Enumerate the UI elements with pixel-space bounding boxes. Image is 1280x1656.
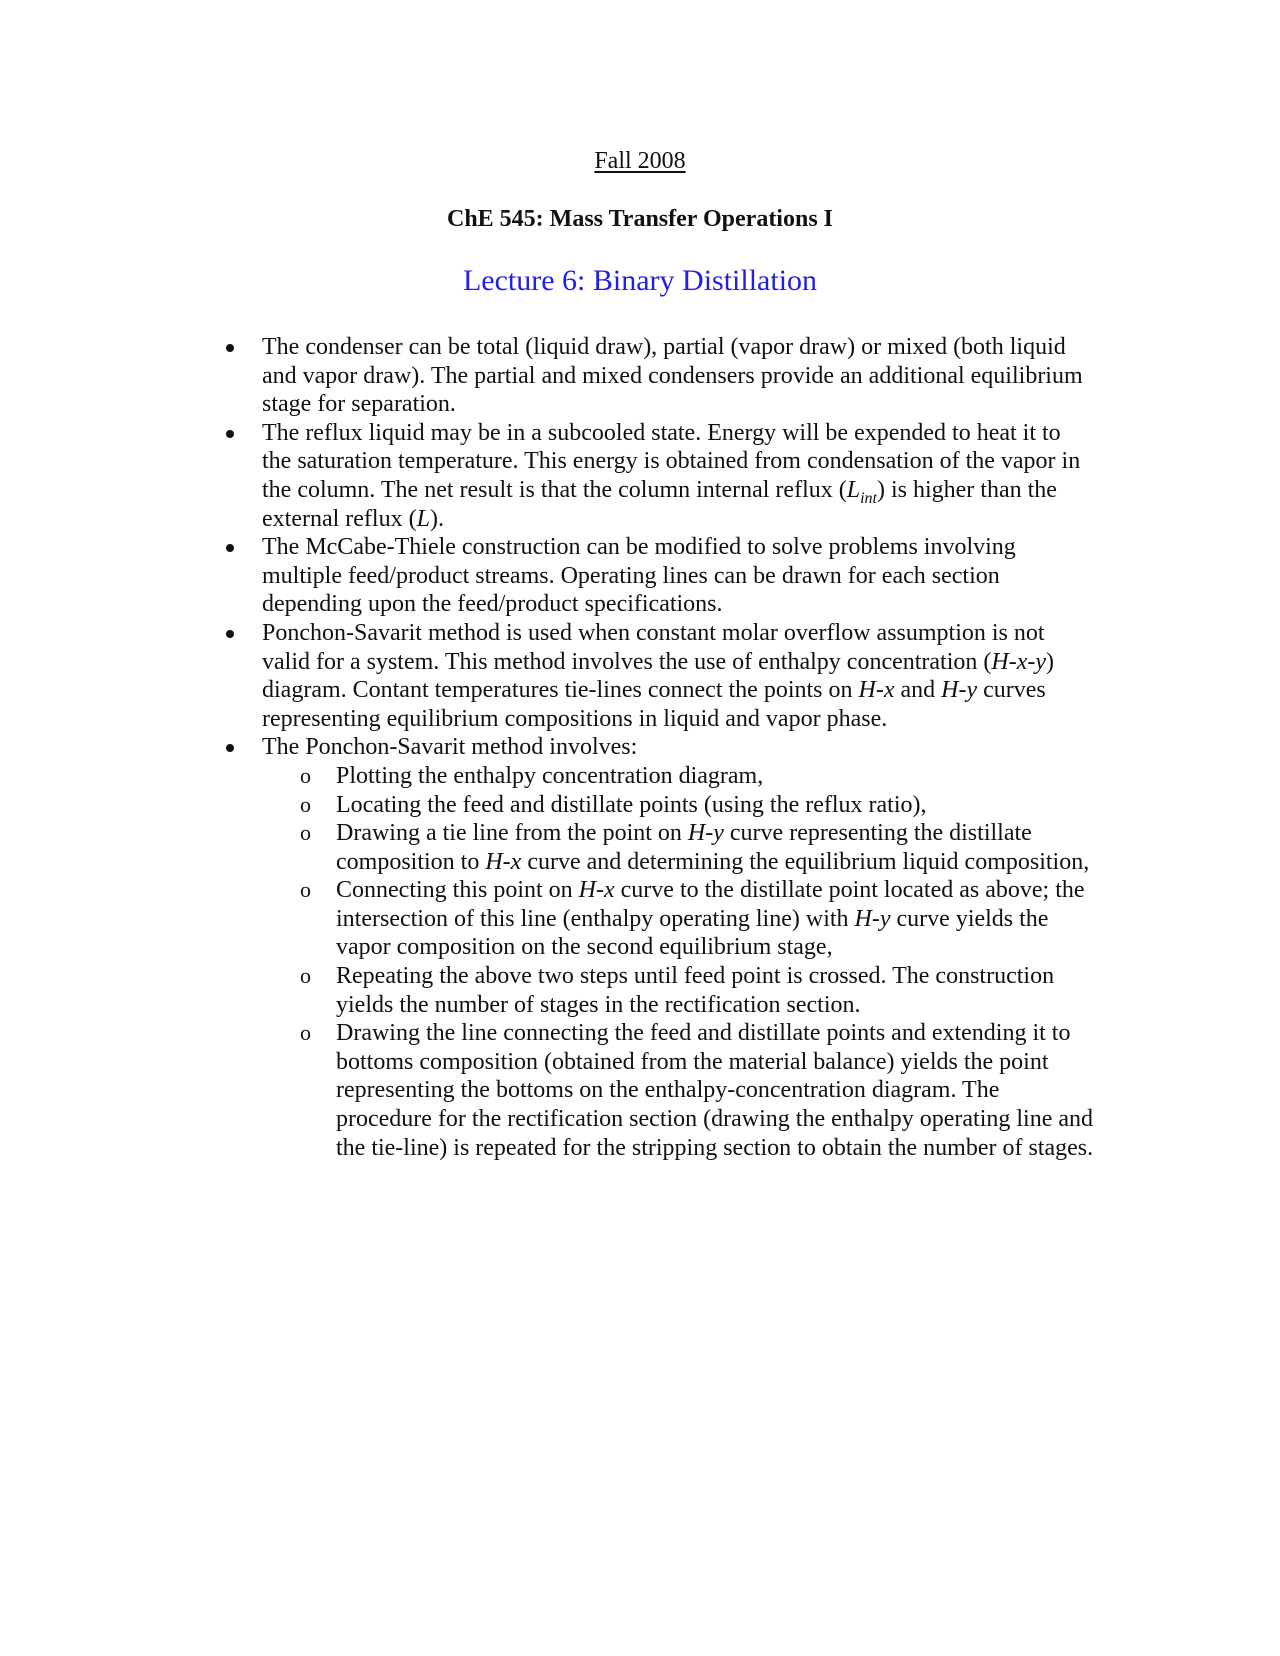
bullet-condenser bbox=[262, 333, 1094, 419]
course-title: ChE 545: Mass Transfer Operations I bbox=[446, 206, 833, 232]
variable-L: L bbox=[416, 505, 430, 532]
step-plotting bbox=[336, 762, 1094, 791]
step-text: curve and determining the equilibrium liquid composition, bbox=[521, 848, 1090, 875]
bullet-ponchon-savarit bbox=[262, 619, 1094, 733]
bullet-mccabe-thiele bbox=[262, 533, 1094, 619]
step-text: curve to the distillate point located as above; the intersection of this line (enthalpy operating line) with bbox=[336, 877, 1085, 932]
bullet-text: ) diagram. Contant temperatures tie-lines connect the points on bbox=[262, 648, 1055, 704]
bullet-list bbox=[262, 333, 1094, 1162]
variable-hy: H-y bbox=[941, 677, 978, 704]
bullet-text: curves representing equilibrium compositions in liquid and vapor phase. bbox=[262, 677, 1046, 732]
step-locating bbox=[336, 791, 1094, 820]
semester-heading: Fall 2008 bbox=[594, 148, 686, 174]
bullet-text: The reflux liquid may be in a subcooled state. Energy will be expended to heat it to the saturation temperature. This energy is obtained from condensation of the vapor in the column. The net result is that the column internal reflux ( bbox=[262, 419, 1081, 503]
bullet-reflux bbox=[262, 419, 1094, 533]
step-text: Drawing the line connecting the feed and distillate points and extending it to bottoms composition (obtained from the material balance) yields the point representing the bottoms on the enthalpy-concentration diagram. The procedure for the rectification section (drawing the enthalpy operating line and the tie-line) is repeated for the stripping section to obtain the number of stages. bbox=[336, 1020, 1094, 1161]
bullet-text: Ponchon-Savarit method is used when constant molar overflow assumption is not valid for a system. This method involves the use of enthalpy concentration ( bbox=[262, 619, 1045, 675]
variable-hy: H-y bbox=[854, 905, 891, 932]
step-text: Connecting this point on bbox=[336, 877, 579, 904]
step-connecting bbox=[336, 876, 1094, 962]
variable-hxy: H-x-y bbox=[991, 648, 1047, 675]
bullet-text: and bbox=[894, 677, 942, 704]
sub-bullet-list bbox=[262, 762, 1094, 1162]
bullet-text: The McCabe-Thiele construction can be modified to solve problems involving multiple feed/product streams. Operating lines can be drawn for each section depending upon the feed/product specifications. bbox=[262, 534, 1016, 618]
bullet-text: ) is higher than the external reflux ( bbox=[262, 476, 1057, 532]
bullet-text: The Ponchon-Savarit method involves: bbox=[262, 734, 638, 761]
step-text: Locating the feed and distillate points (using the reflux ratio), bbox=[336, 791, 927, 818]
step-text: Plotting the enthalpy concentration diagram, bbox=[336, 762, 764, 789]
lecture-title: Lecture 6: Binary Distillation bbox=[462, 264, 818, 297]
step-text: Drawing a tie line from the point on bbox=[336, 820, 688, 847]
subscript-int: int bbox=[860, 489, 877, 507]
step-text: curve representing the distillate composition to bbox=[336, 820, 1032, 875]
variable-hx: H-x bbox=[485, 848, 522, 875]
step-text: Repeating the above two steps until feed point is crossed. The construction yields the number of stages in the rectification section. bbox=[336, 963, 1055, 1018]
variable-hx: H-x bbox=[578, 877, 615, 904]
step-repeating bbox=[336, 962, 1094, 1019]
step-bottoms bbox=[336, 1019, 1094, 1162]
step-tie-line bbox=[336, 819, 1094, 876]
variable-hx: H-x bbox=[858, 677, 895, 704]
lecture-notes bbox=[262, 333, 1094, 1162]
bullet-text: ). bbox=[429, 505, 444, 532]
bullet-method-steps bbox=[262, 733, 1094, 1162]
step-text: curve yields the vapor composition on the second equilibrium stage, bbox=[336, 905, 1049, 961]
bullet-text: The condenser can be total (liquid draw), partial (vapor draw) or mixed (both liquid and vapor draw). The partial and mixed condensers provide an additional equilibrium stage for separation. bbox=[262, 334, 1083, 418]
variable-L: L bbox=[846, 476, 861, 503]
variable-hy: H-y bbox=[687, 820, 724, 847]
